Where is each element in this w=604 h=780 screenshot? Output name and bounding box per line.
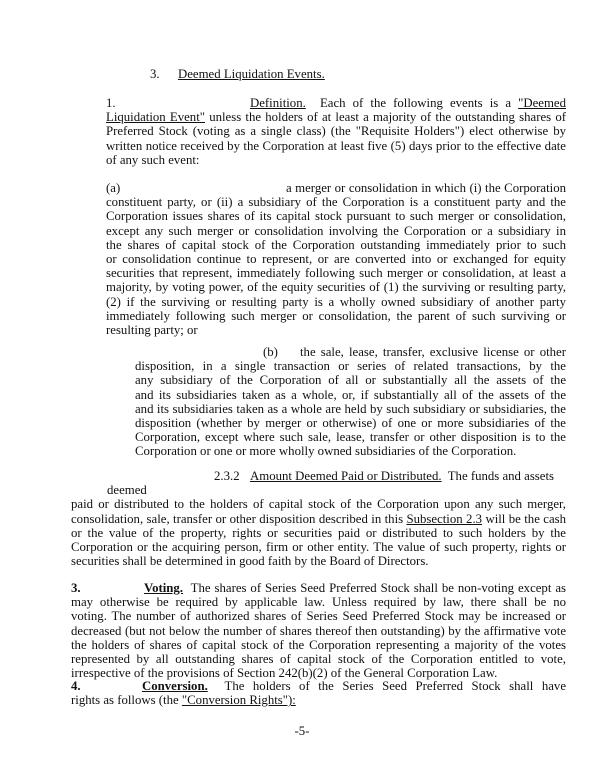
underlined-term: Subsection 2.3 [406,511,483,526]
text-segment: rights as follows (the [71,693,182,708]
text-line: written notice received by the Corporation at least five (5) days prior to the effective date [106,138,566,153]
text-line: (2) if the surviving or resulting party is a wholly owned subsidiary of another party [106,294,566,309]
text-line: or consolidation continue to represent, or are converted into or exchanged for equity [106,252,566,266]
text-line: may otherwise be required by applicable law. Unless required by law, there shall be no [71,595,566,610]
text-line: disposition (whether by merger or otherwise) of one or more subsidiaries of the [135,416,566,430]
paragraph-label: 2.3.2 [214,469,240,483]
text-line: Corporation, except where such sale, lease, transfer or other disposition is to the [135,430,566,445]
text-line: immediately following such merger or consolidation, the parent of such surviving or [106,308,566,323]
text-line: Corporation issues shares of its capital stock pursuant to such merger or consolidation, [106,209,566,224]
text-segment: consolidation, sale, transfer or other disposition described in this [71,511,407,526]
text-segment: unless the holders of at least a majority of the outstanding shares of [205,110,566,125]
text-line: constituent party, or (ii) a subsidiary of the Corporation is a constituent party and the [106,195,566,210]
text-segment: The funds and assets [441,469,555,483]
text-segment: will be the cash [482,511,566,526]
text-line [250,469,566,484]
paragraph-label: 4. [71,679,81,693]
text-line: majority, by voting power, of the equity securities of (1) the surviving or resulting party, [106,280,566,295]
underlined-term: Definition. [250,96,306,110]
underlined-term: "Conversion Rights"): [181,693,296,708]
text-line [71,693,566,708]
paragraph-label: (a) [106,181,121,195]
underlined-term: "Deemed [518,96,566,110]
underlined-term: Liquidation Event" [106,110,205,125]
paragraph-label: (b) [263,345,278,359]
text-line: and its subsidiaries taken as a whole are held by such subsidiary or subsidiaries, the [135,401,566,416]
text-line: a merger or consolidation in which (i) the Corporation [286,181,566,195]
text-line: the sale, lease, transfer, exclusive license or other [300,345,566,359]
paragraph-label: 1. [106,96,116,110]
text-line: securities that represent, immediately following such merger or consolidation, at least a [106,266,566,281]
text-line: Corporation or the acquiring person, firm or other entity. The value of such property, rights or [71,540,566,554]
text-line: or the value of the property, rights or securities paid or distributed to such holders by the [71,525,566,540]
text-segment: The shares of Series Seed Preferred Stock shall be non-voting except as [183,581,566,595]
text-line [250,96,566,111]
text-line: Corporation or one or more wholly owned subsidiaries of the Corporation. [135,444,517,459]
text-line: represented by all outstanding shares of capital stock of the Corporation entitled to vote, [71,652,566,666]
text-line: resulting party; or [106,323,198,337]
text-line: irrespective of the provisions of Section 242(b)(2) of the General Corporation Law. [71,666,498,681]
text-line [106,110,566,125]
paragraph-label: 3. [71,581,81,595]
text-line: the shares of capital stock of the Corporation outstanding immediately prior to such [106,237,566,252]
text-line: the holders of shares of capital stock of the Corporation representing a majority of the votes [71,637,566,652]
text-line: Preferred Stock (voting as a single class) (the "Requisite Holders") elect otherwise by [106,124,566,139]
text-line [142,679,566,694]
text-line: deemed [107,483,147,498]
text-line: except any such merger or consolidation involving the Corporation or a subsidiary in [106,223,566,238]
text-line: of any such event: [106,152,200,167]
text-line: securities shall be determined in good faith by the Board of Directors. [71,554,429,569]
text-line [144,581,566,596]
text-line: disposition, in a single transaction or series of related transactions, by the [135,359,566,374]
text-segment: The holders of the Series Seed Preferred Stock shall have [224,679,566,693]
text-line: decreased (but not below the number of shares thereof then outstanding) by the affirmative vote [71,623,566,638]
underlined-term: Amount Deemed Paid or Distributed. [250,469,442,483]
text-line: and its subsidiaries taken as a whole, or, if substantially all of the assets of the [135,387,566,402]
text-segment: Each of the following events is a [305,96,519,110]
page-number: -5- [294,724,310,738]
text-line: voting. The number of authorized shares of Series Seed Preferred Stock may be increased or [71,609,566,624]
text-line: paid or distributed to the holders of capital stock of the Corporation upon any such merger, [71,497,566,512]
section-title: Deemed Liquidation Events. [178,67,325,81]
section-number: 3. [150,67,160,81]
text-line: any subsidiary of the Corporation of all or substantially all the assets of the [135,373,566,388]
text-line [71,512,566,527]
underlined-term: Voting. [144,581,183,595]
underlined-term: Conversion. [142,679,208,693]
